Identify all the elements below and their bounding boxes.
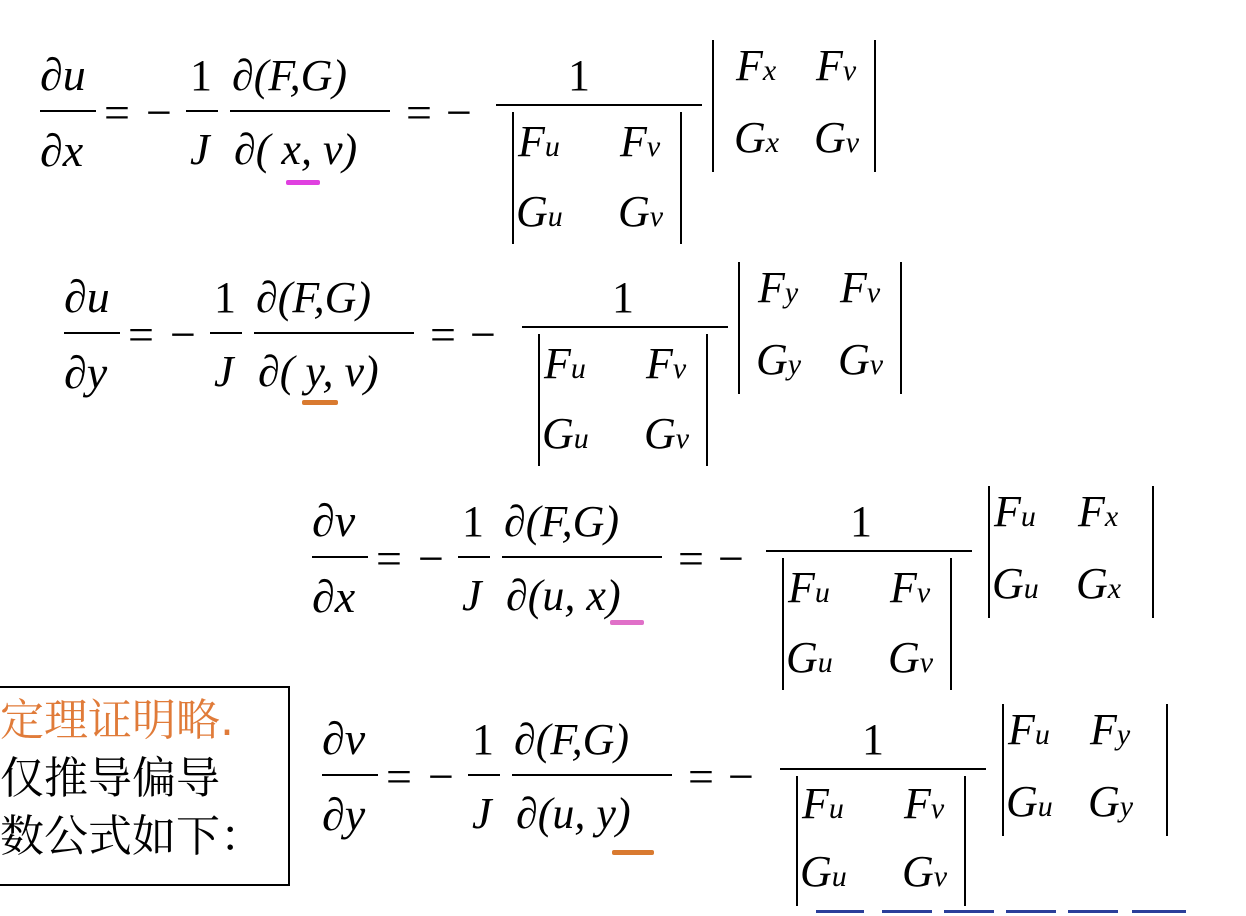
bottom-rule-2 [882,910,932,913]
bottom-rule-6 [1132,910,1186,913]
partial-u: ∂u [40,49,86,100]
bottom-rule-5 [1068,910,1118,913]
bottom-rule-4 [1006,910,1056,913]
partial-x: ∂x [40,125,84,176]
underline-x [286,180,320,185]
underline-y [302,400,338,405]
bottom-rule-3 [944,910,994,913]
jacobian-numerator: ∂(F,G) [232,51,348,100]
note-line-1: 定理证明略. [0,695,234,746]
underline-y-2 [612,850,654,855]
jacobian-denominator: ∂( x, v) [234,125,358,174]
note-box [0,686,290,886]
underline-x-2 [610,620,644,625]
note-line-2: 仅推导偏导 [0,753,220,804]
note-line-3: 数公式如下： [0,811,264,862]
bottom-rule-1 [816,910,864,913]
